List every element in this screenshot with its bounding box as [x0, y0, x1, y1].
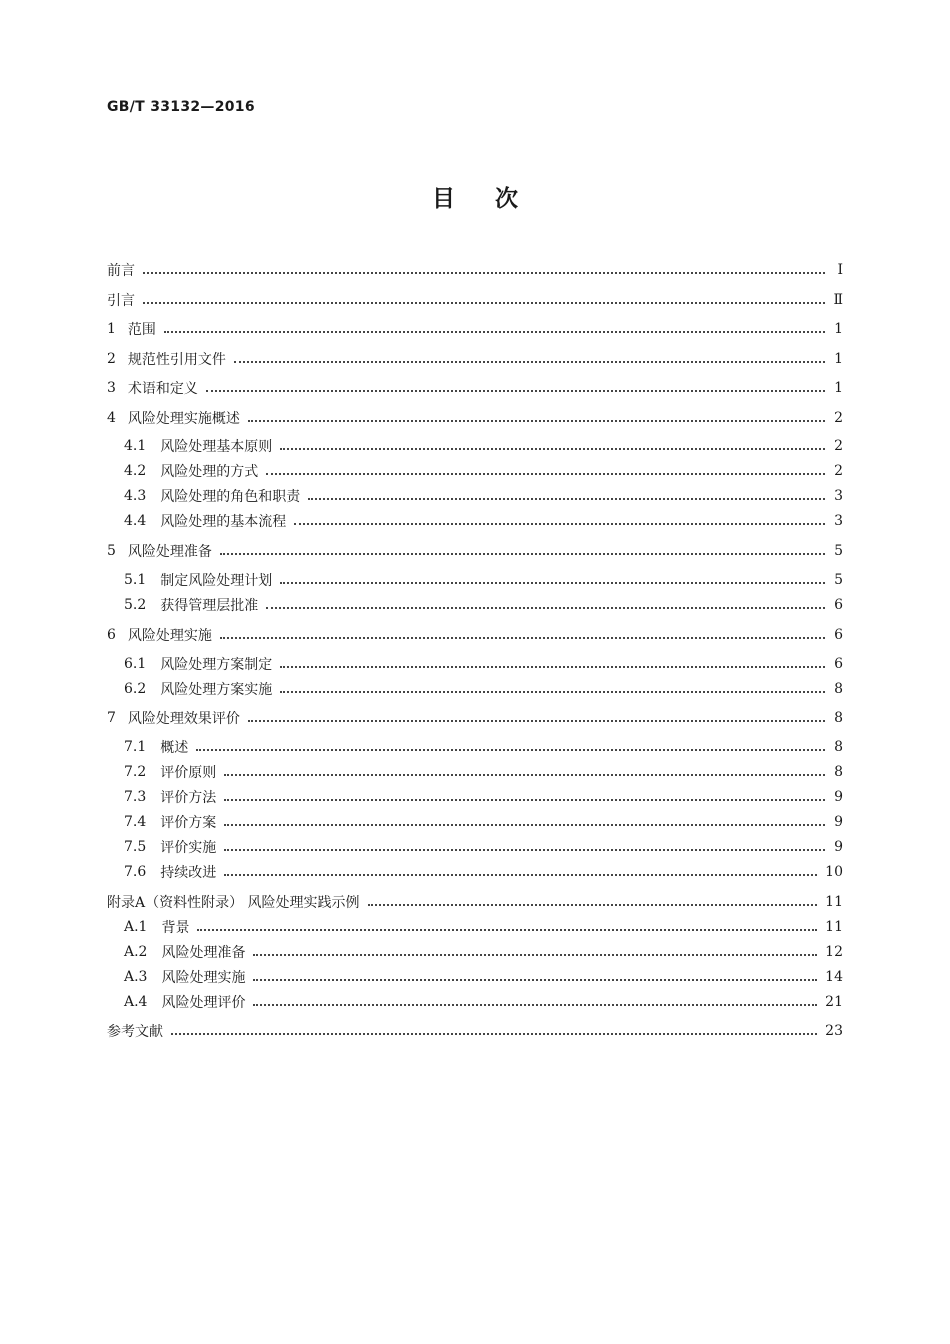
toc-entry-number: 1: [107, 321, 116, 337]
toc-entry-page: 23: [825, 1023, 843, 1039]
dot-leader: [220, 636, 825, 639]
toc-entry-title: 引言: [107, 293, 135, 309]
toc-entry-page: 3: [834, 488, 843, 504]
toc-entry-page: 3: [834, 513, 843, 529]
toc-entry-number: 4.3: [124, 488, 147, 504]
dot-leader: [248, 719, 825, 722]
toc-entry-title: 评价原则: [160, 765, 217, 781]
toc-entry-title: 风险处理基本原则: [160, 439, 273, 455]
toc-entry-title: 评价方法: [160, 790, 217, 806]
dot-leader: [253, 1003, 817, 1006]
toc-entry-number: 4: [107, 410, 116, 426]
toc-entry-title: 风险处理效果评价: [127, 711, 240, 727]
dot-leader: [196, 748, 825, 751]
toc-entry-title: 概述: [160, 740, 189, 756]
toc-entry-page: 8: [834, 739, 843, 755]
toc-entry-title: 附录A（资料性附录） 风险处理实践示例: [107, 895, 360, 911]
page-title: 目次: [432, 186, 558, 212]
toc-entry[interactable]: [107, 941, 843, 963]
dot-leader: [197, 928, 817, 931]
toc-entry[interactable]: [107, 510, 843, 532]
toc-entry-number: 5: [107, 543, 116, 559]
toc-entry[interactable]: [107, 569, 843, 591]
toc-entry-number: 7.4: [124, 814, 147, 830]
toc-entry-number: 6.2: [124, 681, 147, 697]
toc-entry-page: 1: [834, 380, 843, 396]
toc-entry-page: 8: [834, 710, 843, 726]
toc-entry-title: 风险处理实施概述: [127, 411, 240, 427]
dot-leader: [368, 903, 818, 906]
dot-leader: [206, 389, 825, 392]
toc-entry[interactable]: [107, 991, 843, 1013]
toc-entry[interactable]: [107, 377, 843, 399]
toc-entry-page: Ⅰ: [837, 262, 843, 278]
toc-entry-title: 背景: [161, 920, 190, 936]
dot-leader: [294, 522, 825, 525]
toc-entry-number: 7.1: [124, 739, 147, 755]
toc-entry[interactable]: [107, 916, 843, 938]
toc-entry-page: 5: [834, 543, 843, 559]
toc-entry-number: 2: [107, 351, 116, 367]
toc-entry[interactable]: [107, 836, 843, 858]
toc-entry-page: 6: [834, 597, 843, 613]
toc-entry-title: 规范性引用文件: [127, 352, 226, 368]
toc-entry[interactable]: [107, 259, 843, 281]
toc-entry[interactable]: [107, 707, 843, 729]
dot-leader: [280, 665, 825, 668]
toc-entry-page: 21: [825, 994, 843, 1010]
dot-leader: [253, 978, 817, 981]
toc-entry-page: 11: [825, 894, 843, 910]
toc-entry-page: 2: [834, 463, 843, 479]
toc-entry[interactable]: [107, 966, 843, 988]
toc-entry-number: 4.2: [124, 463, 147, 479]
dot-leader: [234, 360, 825, 363]
toc-entry[interactable]: [107, 289, 843, 311]
toc-entry-page: 14: [825, 969, 843, 985]
toc-entry[interactable]: [107, 861, 843, 883]
toc-entry-number: 4.4: [124, 513, 147, 529]
toc-entry-page: 8: [834, 764, 843, 780]
toc-entry-title: 风险处理实施: [161, 970, 246, 986]
toc-entry-title: 风险处理实施: [127, 628, 212, 644]
dot-leader: [224, 823, 825, 826]
toc-entry-title: 术语和定义: [127, 381, 198, 397]
toc-entry-page: Ⅱ: [833, 292, 843, 308]
dot-leader: [253, 953, 817, 956]
toc-entry-page: 2: [834, 410, 843, 426]
toc-entry-number: 5.1: [124, 572, 147, 588]
toc-entry-page: 9: [834, 814, 843, 830]
toc-entry-title: 制定风险处理计划: [160, 573, 273, 589]
dot-leader: [143, 301, 825, 304]
toc-entry[interactable]: [107, 407, 843, 429]
toc-entry[interactable]: [107, 761, 843, 783]
dot-leader: [266, 472, 825, 475]
toc-entry-page: 2: [834, 438, 843, 454]
dot-leader: [224, 873, 817, 876]
toc-entry-title: 获得管理层批准: [160, 598, 259, 614]
dot-leader: [266, 606, 825, 609]
toc-entry[interactable]: [107, 736, 843, 758]
toc-entry-title: 持续改进: [160, 865, 217, 881]
toc-entry-number: A.4: [124, 994, 148, 1010]
toc-entry-page: 5: [834, 572, 843, 588]
toc-entry-title: 风险处理的基本流程: [160, 514, 287, 530]
toc-entry-number: 5.2: [124, 597, 147, 613]
toc-entry-title: 评价实施: [160, 840, 217, 856]
toc-entry[interactable]: [107, 348, 843, 370]
toc-entry[interactable]: [107, 891, 843, 913]
toc-entry-title: 参考文献: [107, 1024, 163, 1040]
toc-entry[interactable]: [107, 624, 843, 646]
toc-entry[interactable]: [107, 1020, 843, 1042]
dot-leader: [308, 497, 825, 500]
dot-leader: [224, 848, 825, 851]
toc-entry-title: 评价方案: [160, 815, 217, 831]
toc-entry-page: 10: [825, 864, 843, 880]
toc-entry-title: 风险处理的方式: [160, 464, 259, 480]
toc-entry[interactable]: [107, 435, 843, 457]
dot-leader: [224, 798, 825, 801]
toc-entry[interactable]: [107, 811, 843, 833]
dot-leader: [171, 1032, 817, 1035]
dot-leader: [164, 330, 825, 333]
dot-leader: [280, 581, 825, 584]
toc-entry-number: 6: [107, 627, 116, 643]
toc-entry[interactable]: [107, 460, 843, 482]
toc-entry-number: 6.1: [124, 656, 147, 672]
dot-leader: [280, 447, 825, 450]
toc-entry-title: 风险处理方案实施: [160, 682, 273, 698]
toc-entry[interactable]: [107, 653, 843, 675]
toc-entry-page: 11: [825, 919, 843, 935]
toc-entry-page: 12: [825, 944, 843, 960]
dot-leader: [248, 419, 825, 422]
dot-leader: [224, 773, 825, 776]
dot-leader: [143, 271, 825, 274]
toc-entry-number: 7: [107, 710, 116, 726]
toc-entry-number: 7.3: [124, 789, 147, 805]
toc-entry[interactable]: [107, 786, 843, 808]
toc-entry-title: 风险处理准备: [161, 945, 246, 961]
toc-entry-page: 6: [834, 627, 843, 643]
toc-entry-page: 1: [834, 321, 843, 337]
toc-entry[interactable]: [107, 540, 843, 562]
toc-entry-number: A.3: [124, 969, 148, 985]
toc-entry-title: 前言: [107, 263, 135, 279]
toc-entry-page: 9: [834, 789, 843, 805]
toc-entry-page: 1: [834, 351, 843, 367]
toc-entry-number: A.1: [124, 919, 148, 935]
toc-entry-title: 风险处理评价: [161, 995, 246, 1011]
toc-entry-title: 风险处理的角色和职责: [160, 489, 301, 505]
toc-entry-number: A.2: [124, 944, 148, 960]
dot-leader: [220, 552, 825, 555]
toc-entry-number: 7.6: [124, 864, 147, 880]
toc-entry[interactable]: [107, 678, 843, 700]
toc-entry-title: 风险处理方案制定: [160, 657, 273, 673]
toc-entry[interactable]: [107, 594, 843, 616]
toc-entry-number: 4.1: [124, 438, 147, 454]
toc-entry-title: 范围: [127, 322, 156, 338]
toc-entry[interactable]: [107, 318, 843, 340]
toc-entry-page: 8: [834, 681, 843, 697]
standard-code: GB/T 33132—2016: [107, 99, 255, 115]
toc-entry-number: 7.2: [124, 764, 147, 780]
toc-entry-number: 7.5: [124, 839, 147, 855]
toc-entry-page: 6: [834, 656, 843, 672]
dot-leader: [280, 690, 825, 693]
toc-entry-title: 风险处理准备: [127, 544, 212, 560]
toc-entry[interactable]: [107, 485, 843, 507]
toc-entry-number: 3: [107, 380, 116, 396]
toc-entry-page: 9: [834, 839, 843, 855]
